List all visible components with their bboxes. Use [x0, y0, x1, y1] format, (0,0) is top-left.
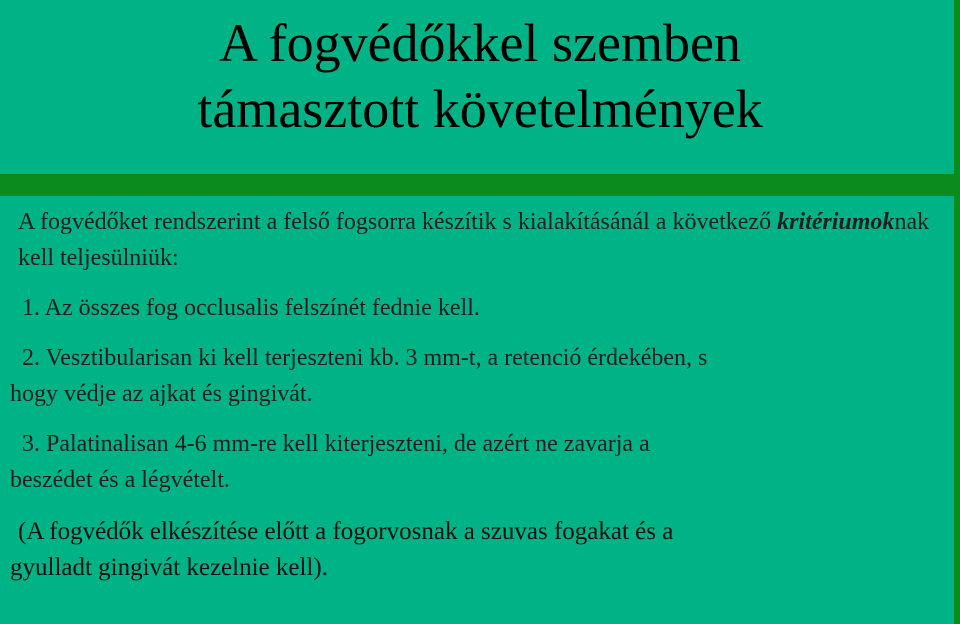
list-item-2	[10, 340, 930, 412]
title-line-1: A fogvédőkkel szemben	[219, 13, 741, 73]
note-paragraph	[10, 514, 930, 586]
intro-keyword: kritériumok	[777, 209, 895, 235]
list-item-1: 1. Az összes fog occlusalis felszínét fednie kell.	[22, 295, 480, 321]
intro-text-before: A fogvédőket rendszerint a felső fogsorra készítik s kialakításánál a következő	[18, 209, 778, 235]
note-line-2: gyulladt gingivát kezelnie kell).	[10, 554, 328, 581]
slide-title	[0, 10, 960, 142]
note-line-1: (A fogvédők elkészítése előtt a fogorvosnak a szuvas fogakat és a	[18, 518, 674, 545]
intro-text-after: nak kell teljesülniük:	[18, 209, 930, 271]
title-divider	[0, 174, 960, 196]
list-item-3-line-1: 3. Palatinalisan 4-6 mm-re kell kiterjeszteni, de azért ne zavarja a	[22, 431, 650, 457]
right-border	[954, 0, 960, 624]
slide-body	[10, 204, 930, 586]
list-item-3-line-2: beszédet és a légvételt.	[10, 467, 230, 493]
title-line-2: támasztott követelmények	[197, 79, 763, 139]
list-item-2-line-1: 2. Vesztibularisan ki kell terjeszteni kb. 3 mm-t, a retenció érdekében, s	[22, 345, 708, 371]
list-item-2-line-2: hogy védje az ajkat és gingivát.	[10, 381, 313, 407]
intro-paragraph	[10, 204, 930, 276]
list-item-3	[10, 426, 930, 498]
